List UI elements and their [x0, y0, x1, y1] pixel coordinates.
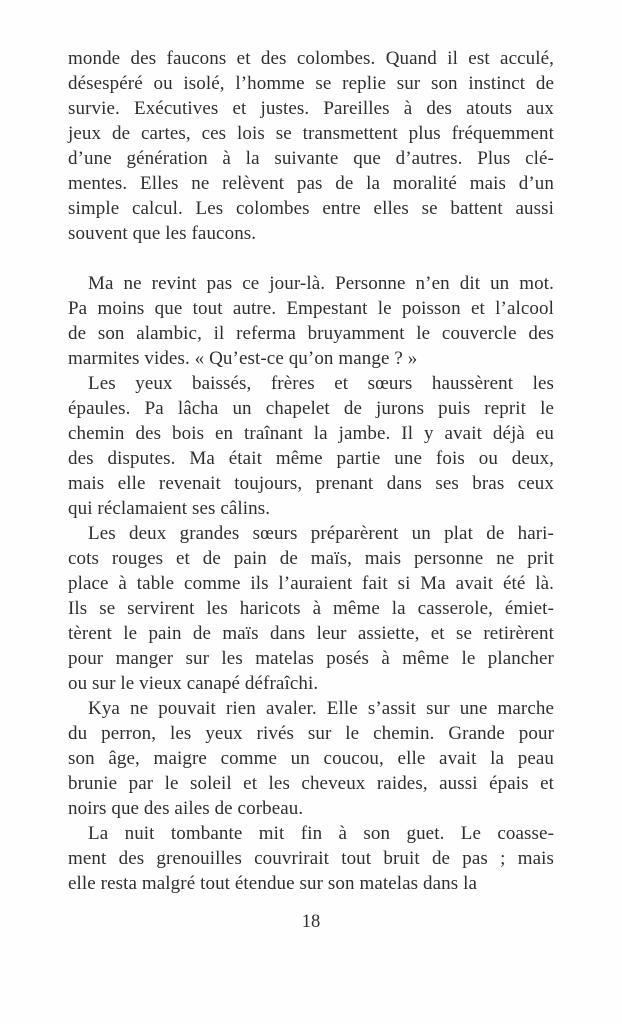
- text-line: mais elle revenait toujours, prenant dans ses bras ceux: [68, 473, 554, 494]
- text-line: tèrent le pain de maïs dans leur assiette, et se retirèrent: [68, 623, 554, 644]
- text-line: Les yeux baissés, frères et sœurs haussèrent les: [88, 373, 554, 394]
- paragraph: [68, 521, 554, 696]
- text-line: ou sur le vieux canapé défraîchi.: [68, 673, 319, 694]
- text-line: qui réclamaient ses câlins.: [68, 498, 271, 519]
- text-line: Ils se servirent les haricots à même la casserole, émiet-: [68, 598, 554, 619]
- page-number: 18: [301, 912, 321, 932]
- text-line: ment des grenouilles couvrirait tout bruit de pas ; mais: [68, 848, 554, 869]
- text-line: Kya ne pouvait rien avaler. Elle s’assit sur une marche: [88, 698, 554, 719]
- paragraph: [68, 821, 554, 896]
- text-line: Les deux grandes sœurs préparèrent un plat de hari-: [88, 523, 554, 544]
- text-line: Ma ne revint pas ce jour-là. Personne n’en dit un mot.: [88, 273, 554, 294]
- text-line: épaules. Pa lâcha un chapelet de jurons puis reprit le: [68, 398, 554, 419]
- text-line: jeux de cartes, ces lois se transmettent plus fréquemment: [68, 123, 554, 144]
- paragraph: [68, 46, 554, 246]
- text-line: simple calcul. Les colombes entre elles se battent aussi: [68, 198, 554, 219]
- page-text: [68, 46, 554, 896]
- text-line: son âge, maigre comme un coucou, elle avait la peau: [68, 748, 554, 769]
- text-line: pour manger sur les matelas posés à même le plancher: [68, 648, 554, 669]
- text-line: noirs que des ailes de corbeau.: [68, 798, 304, 819]
- text-line: Pa moins que tout autre. Empestant le poisson et l’alcool: [68, 298, 554, 319]
- text-line: monde des faucons et des colombes. Quand il est acculé,: [68, 48, 554, 69]
- text-line: chemin des bois en traînant la jambe. Il y avait déjà eu: [68, 423, 554, 444]
- text-line: mentes. Elles ne relèvent pas de la moralité mais d’un: [68, 173, 554, 194]
- text-line: La nuit tombante mit fin à son guet. Le coasse-: [88, 823, 554, 844]
- text-line: brunie par le soleil et les cheveux raides, aussi épais et: [68, 773, 554, 794]
- paragraph: [68, 271, 554, 371]
- paragraph: [68, 371, 554, 521]
- text-line: survie. Exécutives et justes. Pareilles à des atouts aux: [68, 98, 554, 119]
- text-line: cots rouges et de pain de maïs, mais personne ne prit: [68, 548, 554, 569]
- text-line: elle resta malgré tout étendue sur son matelas dans la: [68, 873, 478, 894]
- text-line: d’une génération à la suivante que d’autres. Plus clé-: [68, 148, 554, 169]
- section-break: [68, 246, 554, 271]
- text-line: marmites vides. « Qu’est-ce qu’on mange ? »: [68, 348, 418, 369]
- text-line: de son alambic, il referma bruyamment le couvercle des: [68, 323, 554, 344]
- text-line: désespéré ou isolé, l’homme se replie sur son instinct de: [68, 73, 554, 94]
- paragraph: [68, 696, 554, 821]
- text-line: souvent que les faucons.: [68, 223, 257, 244]
- text-line: des disputes. Ma était même partie une fois ou deux,: [68, 448, 554, 469]
- text-line: place à table comme ils l’auraient fait si Ma avait été là.: [68, 573, 554, 594]
- text-line: du perron, les yeux rivés sur le chemin. Grande pour: [68, 723, 554, 744]
